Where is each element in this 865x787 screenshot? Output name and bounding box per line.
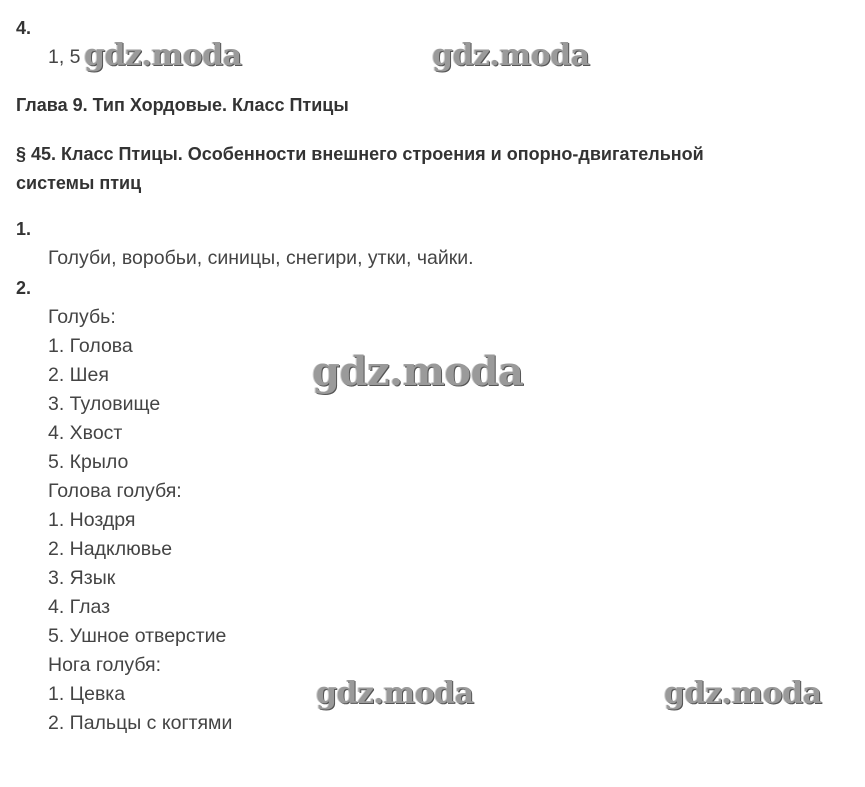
task-2-line: 2. Шея (48, 364, 109, 386)
task-2-line: Голубь: (48, 306, 116, 328)
task-2-line: Нога голубя: (48, 654, 162, 676)
section-title-line-1: § 45. Класс Птицы. Особенности внешнего строения и опорно-двигательной (16, 144, 704, 164)
task-2-line: 2. Надклювье (48, 538, 173, 560)
task-2-line: 4. Глаз (48, 596, 111, 618)
task-2-line: 2. Пальцы с когтями (48, 712, 233, 734)
task-2-line: 4. Хвост (48, 422, 123, 444)
task-2-line: 1. Ноздря (48, 509, 136, 531)
watermark: gdz.moda (312, 348, 524, 395)
chapter-title: Глава 9. Тип Хордовые. Класс Птицы (16, 95, 349, 115)
task-2-line: Голова голубя: (48, 480, 182, 502)
task-number-1: 1. (16, 219, 32, 239)
task-number-2: 2. (16, 278, 32, 298)
task-2-line: 3. Язык (48, 567, 116, 589)
watermark: gdz.moda (84, 38, 242, 73)
task-4-answer: 1, 5 (48, 46, 81, 68)
section-title-line-2: системы птиц (16, 173, 142, 193)
task-1-answer: Голуби, воробьи, синицы, снегири, утки, чайки. (48, 247, 474, 269)
watermark: gdz.moda (664, 676, 822, 711)
task-2-line: 3. Туловище (48, 393, 161, 415)
task-2-line: 5. Ушное отверстие (48, 625, 227, 647)
watermark: gdz.moda (316, 676, 474, 711)
watermark: gdz.moda (432, 38, 590, 73)
task-2-line: 1. Голова (48, 335, 133, 357)
task-2-line: 1. Цевка (48, 683, 126, 705)
task-2-line: 5. Крыло (48, 451, 129, 473)
task-number-4: 4. (16, 18, 32, 38)
